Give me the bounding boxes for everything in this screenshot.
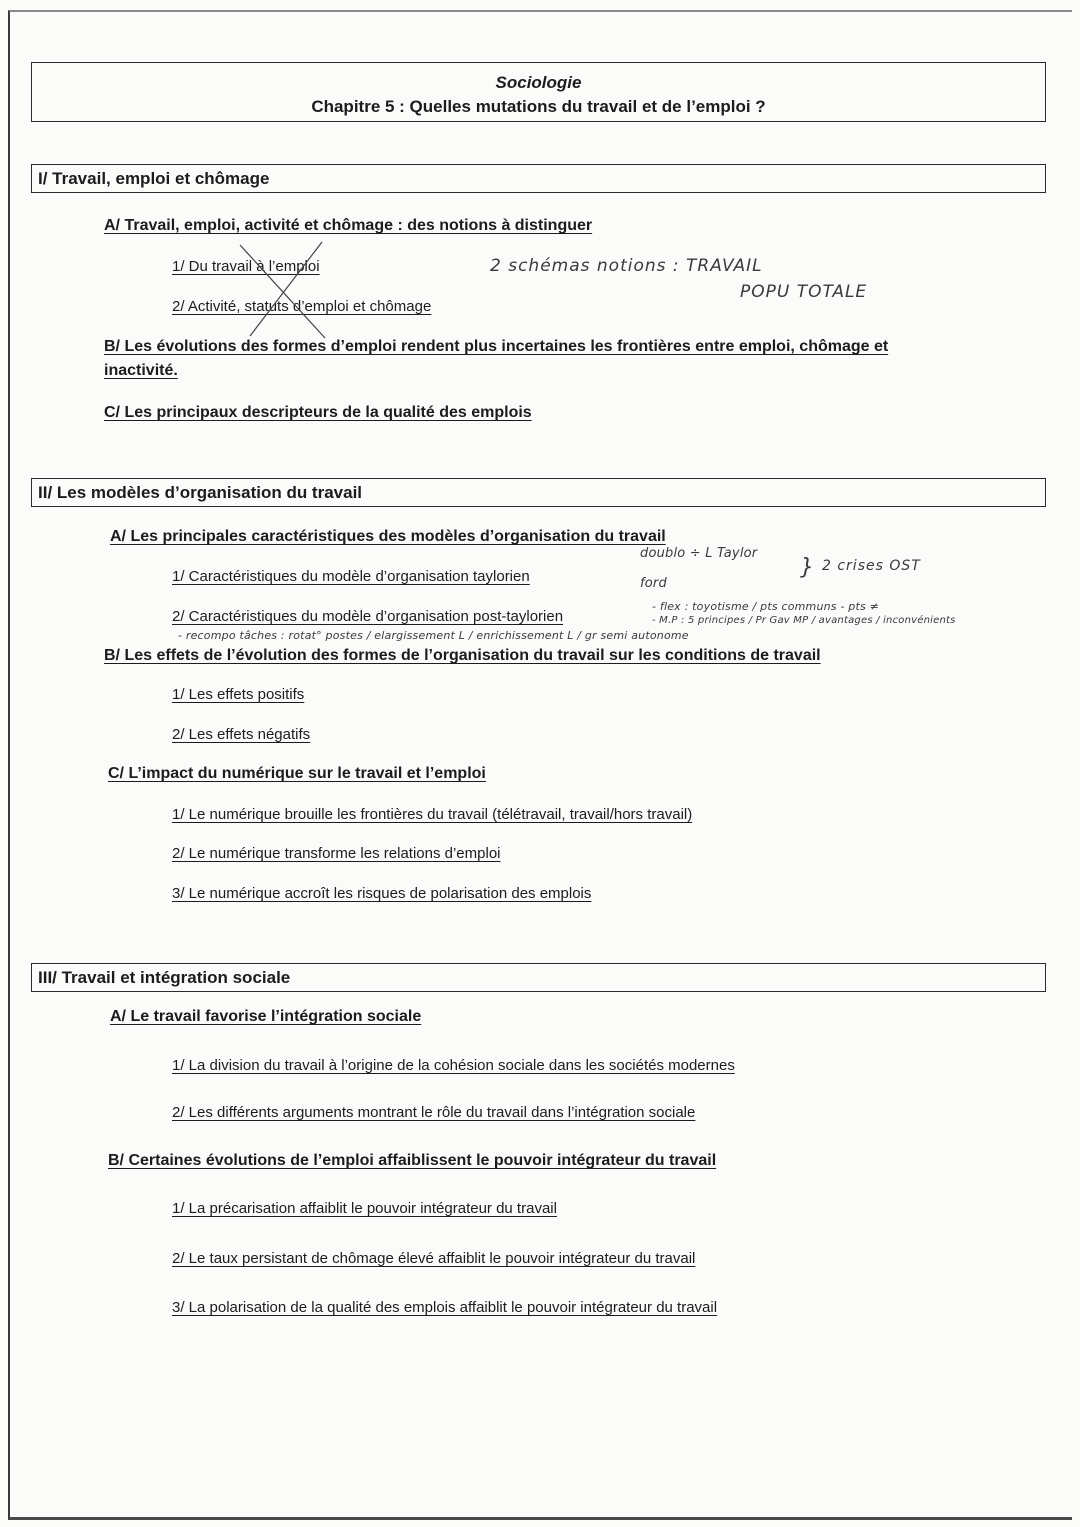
- handwritten-note-flex: - flex : toyotisme / pts communs - pts ≠: [652, 600, 880, 613]
- section-1-a-item-1: 1/ Du travail à l’emploi: [172, 258, 320, 275]
- section-1-title: I/ Travail, emploi et chômage: [38, 169, 270, 188]
- section-2-c-title: C/ L’impact du numérique sur le travail et l’emploi: [108, 765, 486, 782]
- section-1-a-title: A/ Travail, emploi, activité et chômage : des notions à distinguer: [104, 217, 593, 234]
- section-3-a-item-1: 1/ La division du travail à l’origine de la cohésion sociale dans les sociétés modernes: [172, 1057, 735, 1074]
- subject-title: Sociologie: [495, 73, 582, 92]
- section-2-a-title: A/ Les principales caractéristiques des modèles d’organisation du travail: [110, 528, 666, 545]
- handwritten-note-crises: 2 crises OST: [822, 558, 921, 574]
- section-2-header: [31, 478, 1046, 507]
- section-2-b-title: B/ Les effets de l’évolution des formes de l’organisation du travail sur les conditions de travail: [104, 647, 821, 664]
- section-3-header: [31, 963, 1046, 992]
- section-2-c-item-3: 3/ Le numérique accroît les risques de polarisation des emplois: [172, 885, 592, 902]
- section-2-b-item-2: 2/ Les effets négatifs: [172, 726, 311, 743]
- section-2-c-item-2: 2/ Le numérique transforme les relations d’emploi: [172, 845, 501, 862]
- section-2-a-item-1: 1/ Caractéristiques du modèle d’organisation taylorien: [172, 568, 530, 585]
- title-box: [31, 62, 1046, 122]
- handwritten-note-schemas: 2 schémas notions : TRAVAIL: [490, 256, 763, 276]
- handwritten-note-taylor: doublo ÷ L Taylor: [640, 546, 758, 561]
- section-2-c-item-1: 1/ Le numérique brouille les frontières du travail (télétravail, travail/hors travail): [172, 806, 693, 823]
- section-1-b-title-line2: inactivité.: [104, 362, 178, 379]
- section-1-c-title: C/ Les principaux descripteurs de la qualité des emplois: [104, 404, 532, 421]
- section-3-b-item-1: 1/ La précarisation affaiblit le pouvoir intégrateur du travail: [172, 1200, 557, 1217]
- cross-out-mark: [230, 240, 340, 340]
- chapter-title: Chapitre 5 : Quelles mutations du travail et de l’emploi ?: [311, 97, 766, 116]
- handwritten-note-mp: - M.P : 5 principes / Pr Gav MP / avantages / inconvénients: [652, 615, 956, 626]
- section-2-a-item-2: 2/ Caractéristiques du modèle d’organisation post-taylorien: [172, 608, 564, 625]
- section-3-a-title: A/ Le travail favorise l’intégration sociale: [110, 1008, 422, 1025]
- handwritten-note-popu: POPU TOTALE: [740, 282, 868, 302]
- section-1-b-title-line1: B/ Les évolutions des formes d’emploi rendent plus incertaines les frontières entre emploi, chômage et: [104, 338, 889, 355]
- section-1-header: [31, 164, 1046, 193]
- brace-mark: }: [800, 555, 815, 580]
- section-3-a-item-2: 2/ Les différents arguments montrant le rôle du travail dans l’intégration sociale: [172, 1104, 696, 1121]
- handwritten-note-recompo: - recompo tâches : rotat° postes / elargissement L / enrichissement L / gr semi autonome: [178, 629, 689, 642]
- section-3-title: III/ Travail et intégration sociale: [38, 968, 291, 987]
- section-3-b-item-3: 3/ La polarisation de la qualité des emplois affaiblit le pouvoir intégrateur du travail: [172, 1299, 718, 1316]
- handwritten-note-ford: ford: [640, 576, 667, 591]
- section-1-a-item-2: 2/ Activité, statuts d’emploi et chômage: [172, 298, 432, 315]
- section-3-b-title: B/ Certaines évolutions de l’emploi affaiblissent le pouvoir intégrateur du travail: [108, 1152, 717, 1169]
- section-2-b-item-1: 1/ Les effets positifs: [172, 686, 305, 703]
- section-3-b-item-2: 2/ Le taux persistant de chômage élevé affaiblit le pouvoir intégrateur du travail: [172, 1250, 696, 1267]
- section-2-title: II/ Les modèles d’organisation du travail: [38, 483, 363, 502]
